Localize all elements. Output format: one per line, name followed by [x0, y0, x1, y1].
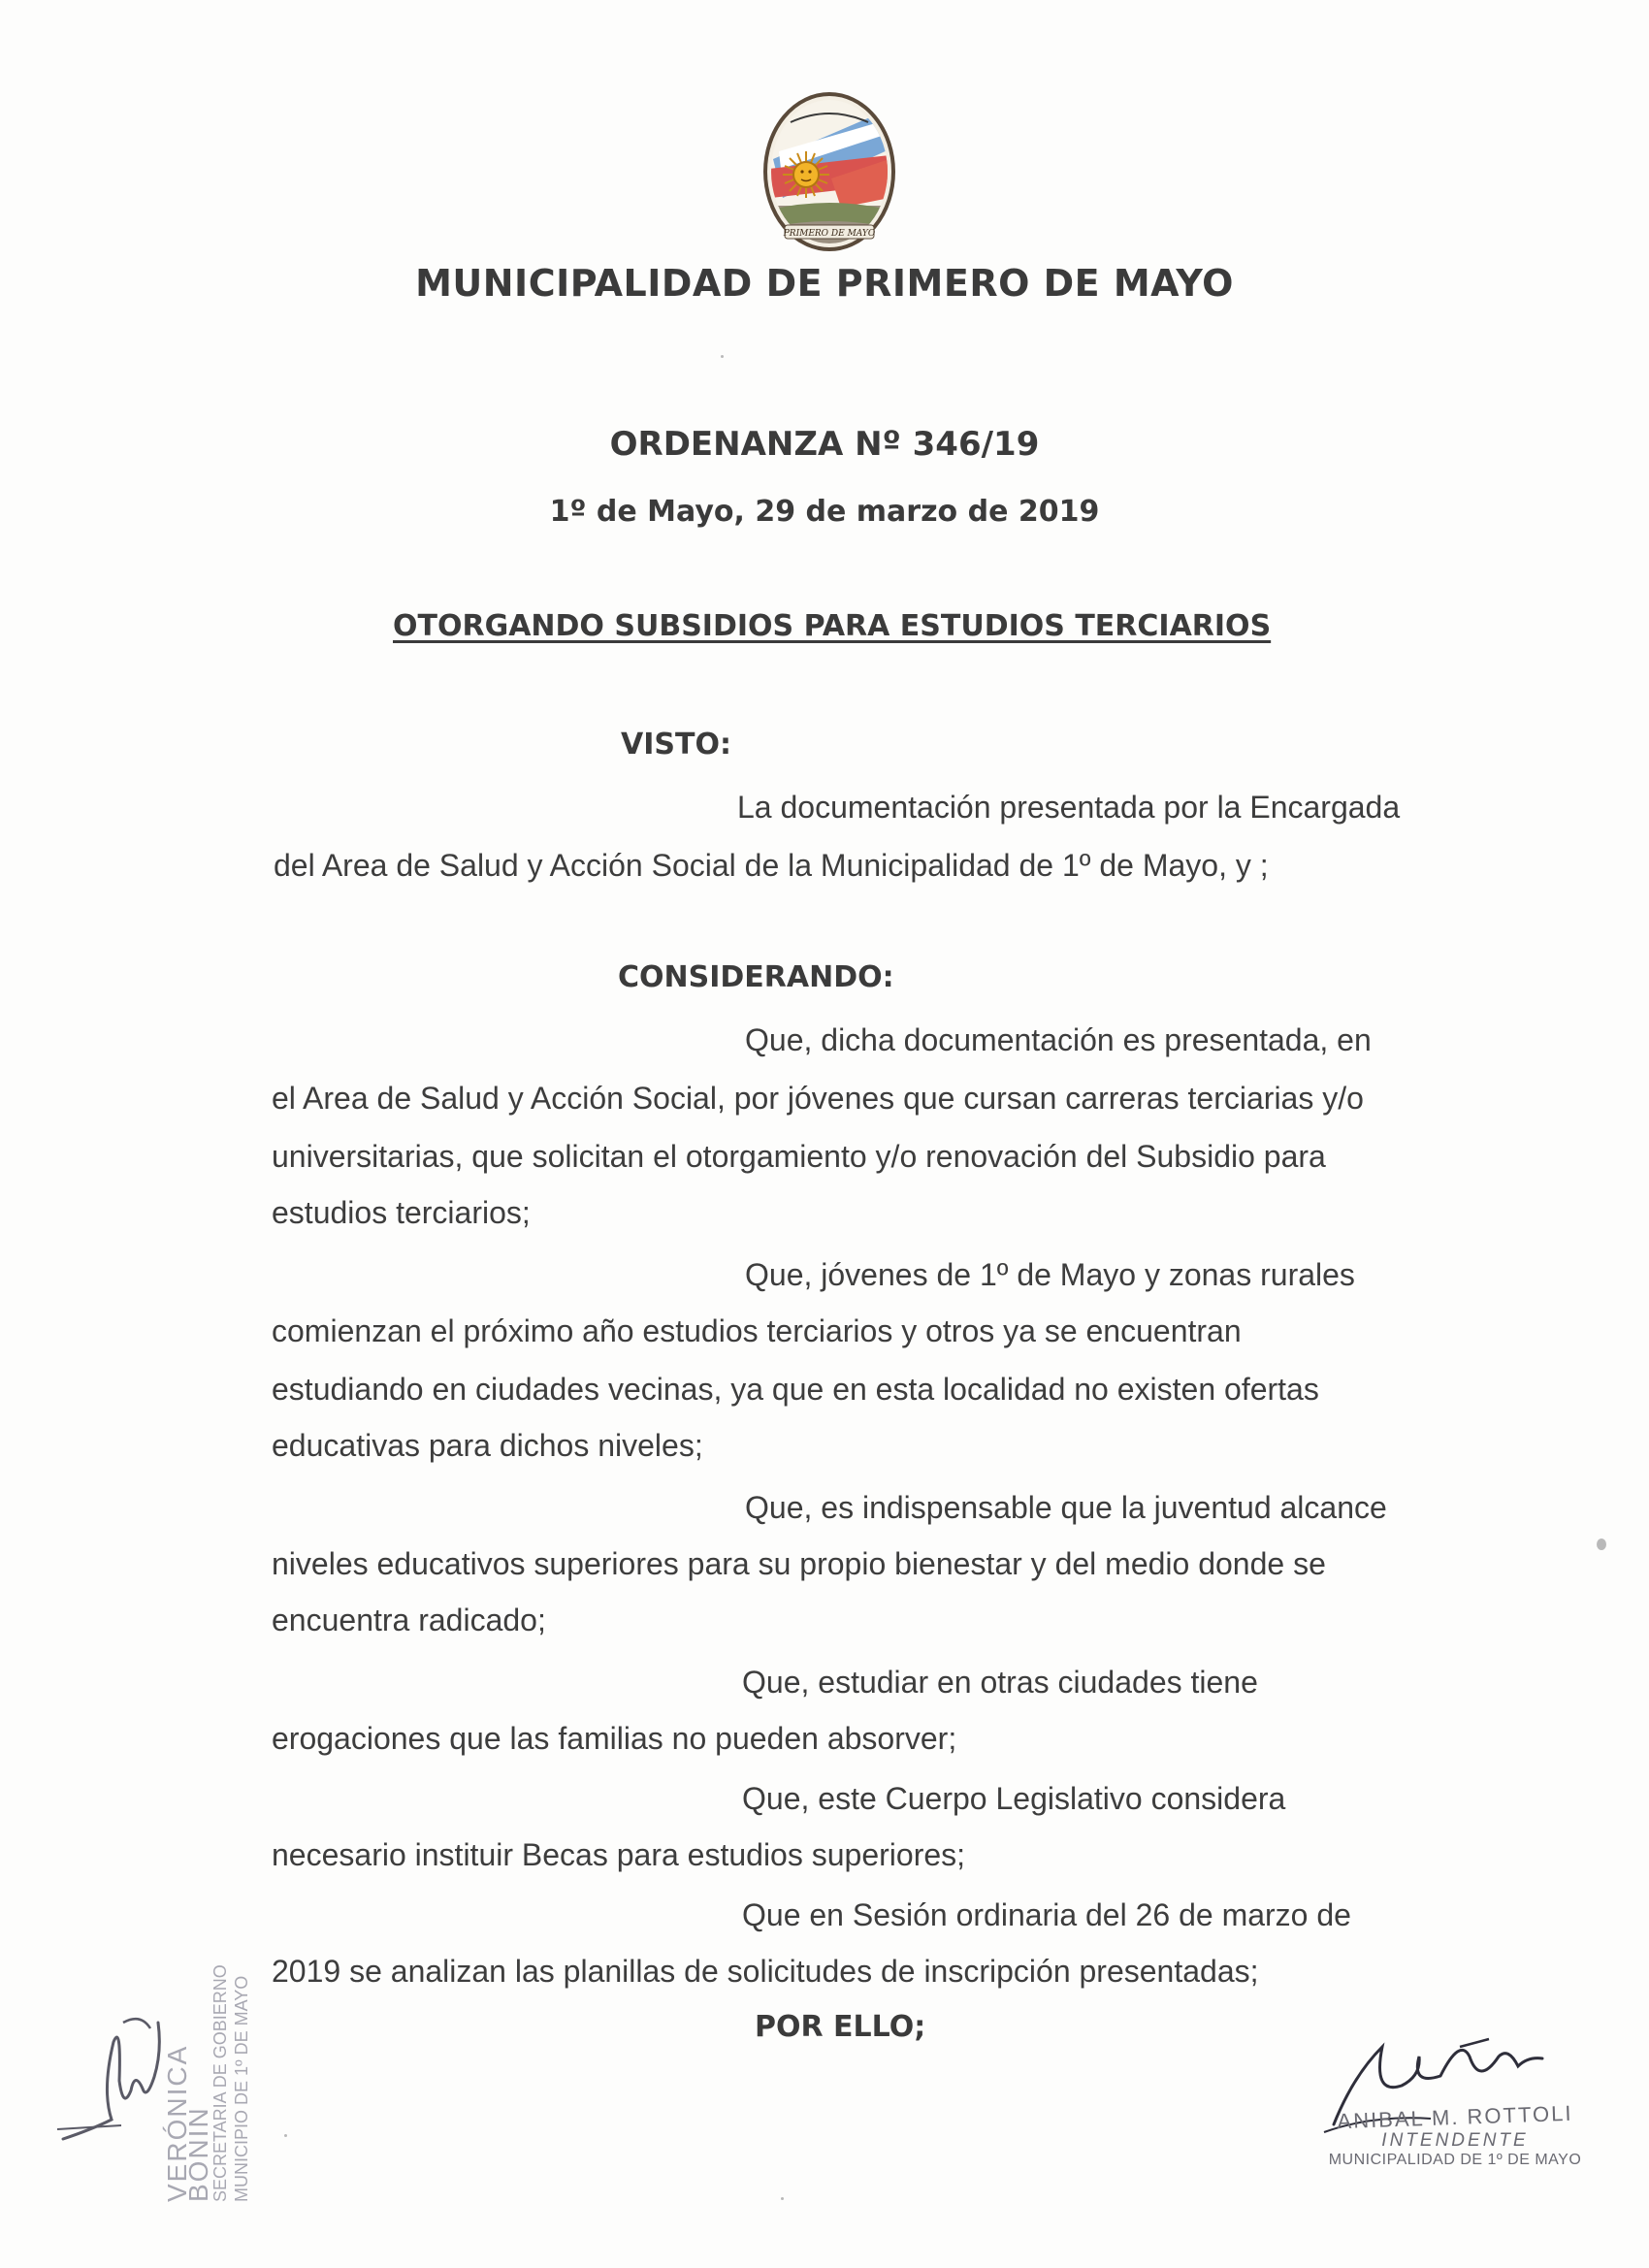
stamp-right-role: INTENDENTE [1381, 2130, 1529, 2151]
municipal-seal-icon [763, 91, 895, 252]
paragraph-line: estudios terciarios; [272, 1195, 531, 1230]
paragraph-line: 2019 se analizan las planillas de solicitudes de inscripción presentadas; [272, 1954, 1259, 1989]
visto-heading: VISTO: [621, 728, 731, 761]
paragraph-line: encuentra radicado; [272, 1603, 546, 1637]
stamp-intendente [1310, 2100, 1600, 2169]
seal-label: PRIMERO DE MAYO [783, 229, 876, 239]
paragraph-line: Que, es indispensable que la juventud alcance [745, 1490, 1387, 1525]
visto-line: La documentación presentada por la Encargada [737, 790, 1401, 825]
paragraph-line: universitarias, que solicitan el otorgamiento y/o renovación del Subsidio para [272, 1139, 1326, 1174]
paragraph-line: Que, este Cuerpo Legislativo considera [742, 1781, 1286, 1816]
ordinance-date: 1º de Mayo, 29 de marzo de 2019 [549, 495, 1100, 529]
scan-speck [284, 2134, 287, 2137]
paragraph-line: Que, dicha documentación es presentada, en [745, 1022, 1372, 1057]
stamp-right-name: ANIBAL M. ROTTOLI [1337, 2100, 1573, 2134]
scan-speck [781, 2197, 784, 2200]
paragraph-line: Que, jóvenes de 1º de Mayo y zonas rurales [745, 1257, 1355, 1292]
paragraph-line: comienzan el próximo año estudios terciarios y otros ya se encuentran [272, 1313, 1242, 1348]
paragraph-line: educativas para dichos niveles; [272, 1428, 703, 1463]
stamp-left-name: VERÓNICA BONIN [162, 2046, 213, 2202]
ordinance-subject: OTORGANDO SUBSIDIOS PARA ESTUDIOS TERCIARIOS [393, 609, 1272, 643]
ordinance-number: ORDENANZA Nº 346/19 [609, 425, 1040, 464]
paragraph-line: Que, estudiar en otras ciudades tiene [742, 1665, 1258, 1700]
paragraph-line: estudiando en ciudades vecinas, ya que en esta localidad no existen ofertas [272, 1372, 1319, 1407]
paragraph-line: necesario instituir Becas para estudios superiores; [272, 1837, 966, 1872]
scan-speck [1597, 1539, 1606, 1550]
stamp-left-muni: MUNICIPIO DE 1º DE MAYO [232, 1975, 251, 2202]
considerando-heading: CONSIDERANDO: [618, 960, 894, 994]
por-ello-heading: POR ELLO; [755, 2010, 926, 2044]
paragraph-line: niveles educativos superiores para su propio bienestar y del medio donde se [272, 1546, 1326, 1581]
paragraph-line: erogaciones que las familias no pueden absorver; [272, 1721, 957, 1756]
visto-line: del Area de Salud y Acción Social de la Municipalidad de 1º de Mayo, y ; [274, 848, 1269, 883]
organization-name: MUNICIPALIDAD DE PRIMERO DE MAYO [415, 262, 1234, 305]
paragraph-line: Que en Sesión ordinaria del 26 de marzo de [742, 1897, 1351, 1932]
signature-left-icon [53, 1984, 179, 2158]
stamp-left-role: SECRETARIA DE GOBIERNO [210, 1964, 230, 2202]
stamp-secretaria [162, 1960, 264, 2202]
scan-speck [721, 355, 724, 358]
paragraph-line: el Area de Salud y Acción Social, por jóvenes que cursan carreras terciarias y/o [272, 1081, 1364, 1116]
stamp-right-muni: MUNICIPALIDAD DE 1º DE MAYO [1328, 2152, 1582, 2168]
